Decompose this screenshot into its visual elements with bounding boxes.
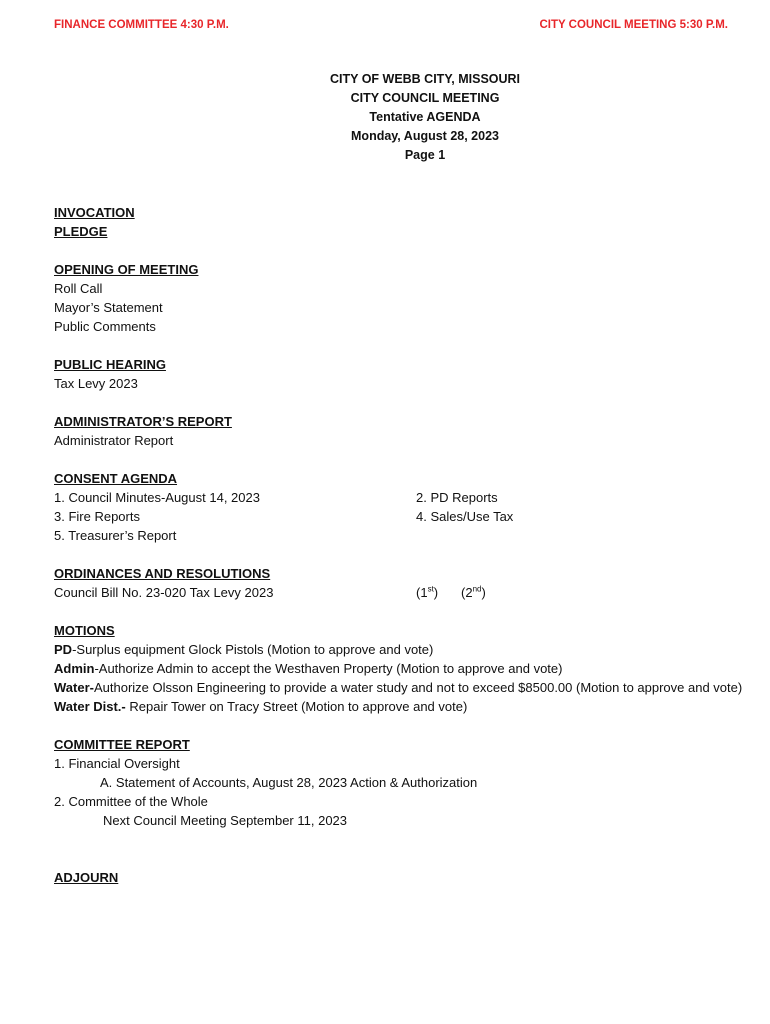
meeting-title: CITY COUNCIL MEETING (350, 91, 500, 105)
consent-item-3: 3. Fire Reports (54, 509, 140, 524)
committee-item-2: 2. Committee of the Whole (54, 794, 208, 809)
motions-heading: MOTIONS (54, 623, 115, 638)
committee-report-heading: COMMITTEE REPORT (54, 737, 190, 752)
consent-item-2: 2. PD Reports (416, 490, 498, 505)
consent-item-4: 4. Sales/Use Tax (416, 509, 514, 524)
motion-item: Water-Authorize Olsson Engineering to provide a water study and not to exceed $8500.00 (Motion to approve and vote) (54, 680, 743, 695)
opening-heading: OPENING OF MEETING (54, 262, 199, 277)
list-item: Administrator Report (54, 433, 174, 448)
consent-agenda-heading: CONSENT AGENDA (54, 471, 178, 486)
list-item: Tax Levy 2023 (54, 376, 138, 391)
agenda-body (54, 203, 760, 887)
consent-item-1: 1. Council Minutes-August 14, 2023 (54, 490, 260, 505)
list-item: Public Comments (54, 319, 156, 334)
meeting-date: Monday, August 28, 2023 (351, 129, 499, 143)
city-name: CITY OF WEBB CITY, MISSOURI (329, 72, 521, 86)
second-reading: (2nd) (461, 584, 486, 600)
motion-item: Admin-Authorize Admin to accept the Westhaven Property (Motion to approve and vote) (54, 661, 563, 676)
committee-item-1: 1. Financial Oversight (54, 756, 180, 771)
administrator-report-heading: ADMINISTRATOR’S REPORT (54, 414, 232, 429)
list-item: Mayor’s Statement (54, 300, 163, 315)
city-council-meeting-time: CITY COUNCIL MEETING 5:30 P.M. (539, 19, 728, 31)
pledge-heading: PLEDGE (54, 224, 108, 239)
agenda-header (0, 70, 770, 165)
page-number: Page 1 (404, 148, 446, 162)
first-reading: (1st) (416, 584, 439, 600)
list-item: Roll Call (54, 281, 103, 296)
adjourn-heading: ADJOURN (54, 870, 119, 885)
motion-item: PD-Surplus equipment Glock Pistols (Motion to approve and vote) (54, 642, 434, 657)
committee-item-1a: A. Statement of Accounts, August 28, 2023 Action & Authorization (100, 775, 478, 790)
council-bill: Council Bill No. 23-020 Tax Levy 2023 (54, 585, 274, 600)
public-hearing-heading: PUBLIC HEARING (54, 357, 166, 372)
committee-item-2a: Next Council Meeting September 11, 2023 (103, 813, 348, 828)
agenda-title: Tentative AGENDA (369, 110, 481, 124)
motion-item: Water Dist.- Repair Tower on Tracy Street (Motion to approve and vote) (54, 699, 468, 714)
invocation-heading: INVOCATION (54, 205, 135, 220)
ordinances-heading: ORDINANCES AND RESOLUTIONS (54, 566, 271, 581)
consent-item-5: 5. Treasurer’s Report (54, 528, 177, 543)
finance-committee-time: FINANCE COMMITTEE 4:30 P.M. (54, 19, 229, 31)
